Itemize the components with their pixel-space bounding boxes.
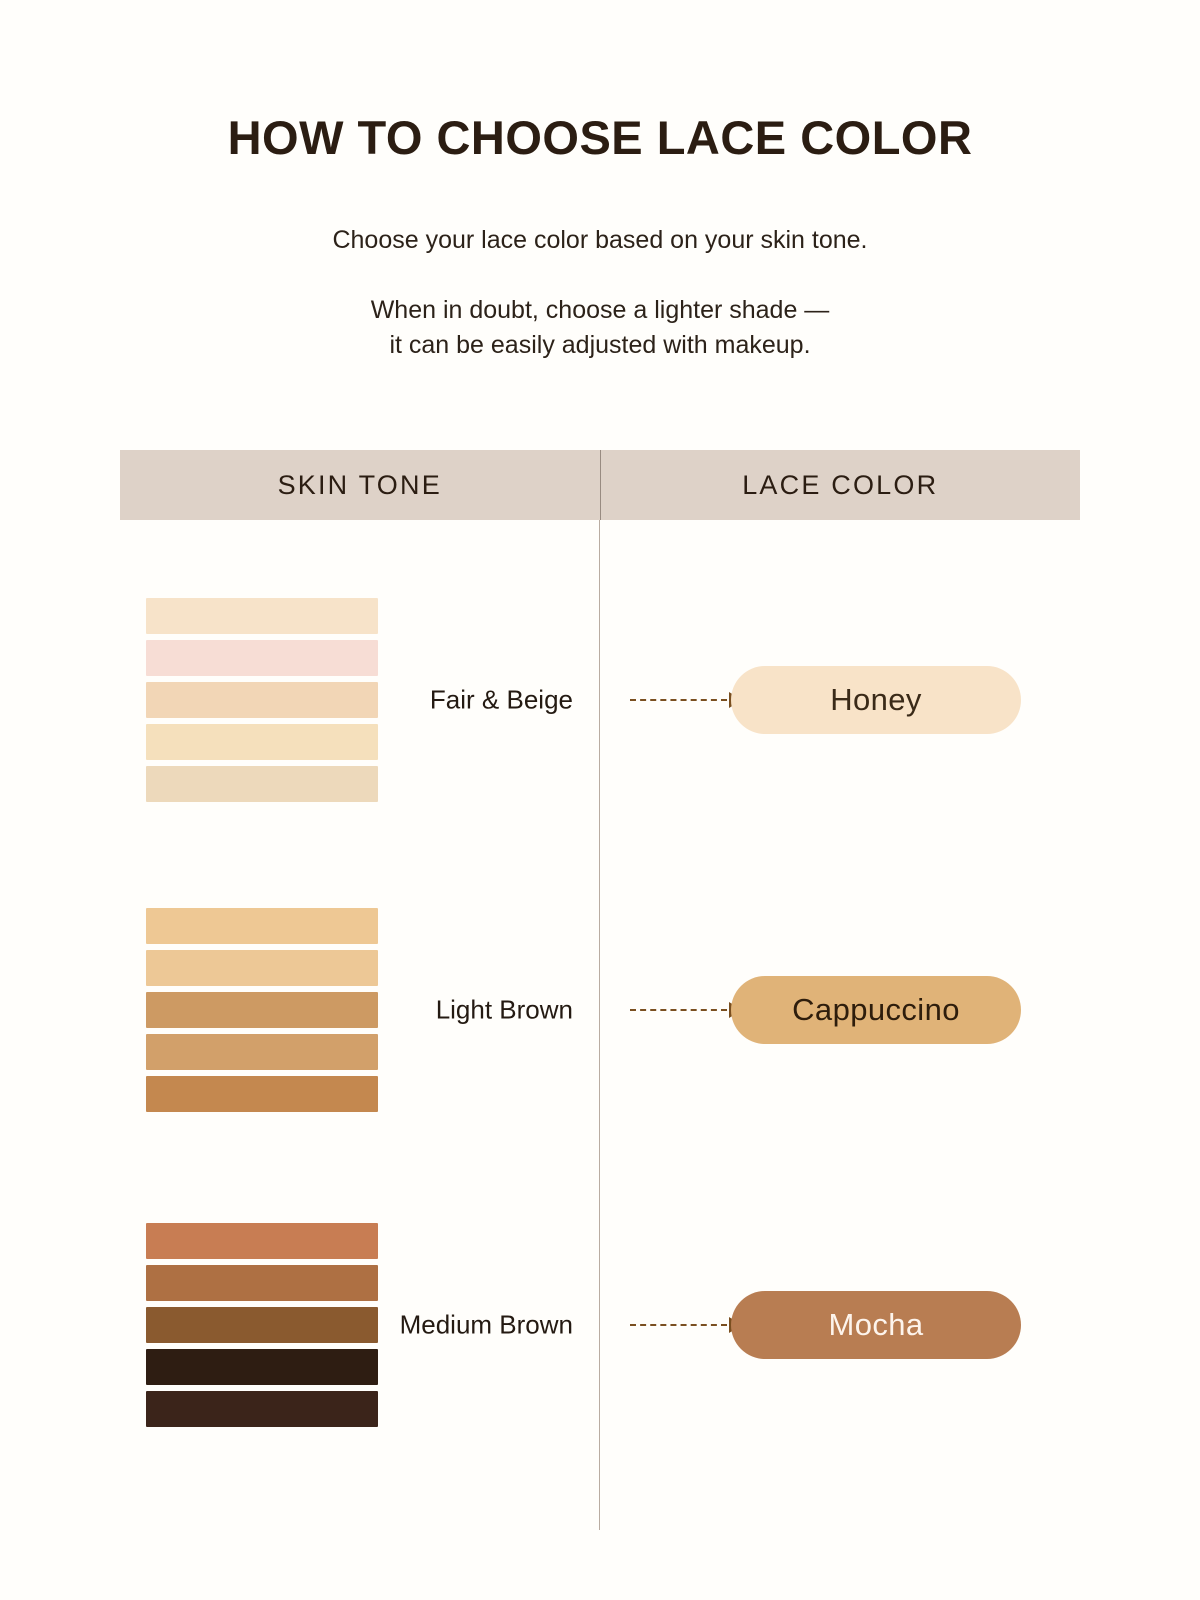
lace-color-pill bbox=[731, 666, 1021, 734]
swatch bbox=[146, 724, 378, 760]
swatch bbox=[146, 1391, 378, 1427]
lace-color-pill bbox=[731, 1291, 1021, 1359]
lace-color-label: Cappuccino bbox=[792, 992, 960, 1027]
skin-tone-label: Light Brown bbox=[435, 994, 573, 1025]
subtitle-text: Choose your lace color based on your skin tone. bbox=[332, 225, 868, 254]
skin-tone-label: Medium Brown bbox=[399, 1309, 573, 1340]
table-row bbox=[120, 550, 1080, 850]
lace-color-pill bbox=[731, 976, 1021, 1044]
note-text bbox=[0, 255, 1200, 364]
swatch bbox=[146, 1349, 378, 1385]
swatch bbox=[146, 950, 378, 986]
swatch bbox=[146, 682, 378, 718]
note-line-1: When in doubt, choose a lighter shade — bbox=[370, 295, 830, 324]
header-column-divider bbox=[600, 450, 601, 520]
skin-tone-swatches bbox=[146, 598, 378, 802]
column-header-skin-tone: SKIN TONE bbox=[277, 469, 442, 500]
lace-color-label: Honey bbox=[830, 682, 922, 717]
swatch bbox=[146, 908, 378, 944]
swatch bbox=[146, 992, 378, 1028]
dashed-arrow-icon bbox=[630, 1003, 742, 1017]
swatch bbox=[146, 766, 378, 802]
swatch bbox=[146, 598, 378, 634]
page-title: HOW TO CHOOSE LACE COLOR bbox=[227, 111, 973, 164]
swatch bbox=[146, 1223, 378, 1259]
skin-tone-label: Fair & Beige bbox=[429, 684, 573, 715]
swatch bbox=[146, 1034, 378, 1070]
swatch bbox=[146, 1076, 378, 1112]
dashed-arrow-icon bbox=[630, 1318, 742, 1332]
column-header-lace-color: LACE COLOR bbox=[742, 469, 939, 500]
dashed-arrow-icon bbox=[630, 693, 742, 707]
note-line-2: it can be easily adjusted with makeup. bbox=[389, 331, 811, 360]
table-header-band bbox=[120, 450, 1080, 520]
swatch bbox=[146, 1265, 378, 1301]
skin-tone-swatches bbox=[146, 1223, 378, 1427]
table-row bbox=[120, 860, 1080, 1160]
skin-tone-swatches bbox=[146, 908, 378, 1112]
lace-color-label: Mocha bbox=[828, 1307, 924, 1342]
table-row bbox=[120, 1175, 1080, 1475]
swatch bbox=[146, 1307, 378, 1343]
swatch bbox=[146, 640, 378, 676]
